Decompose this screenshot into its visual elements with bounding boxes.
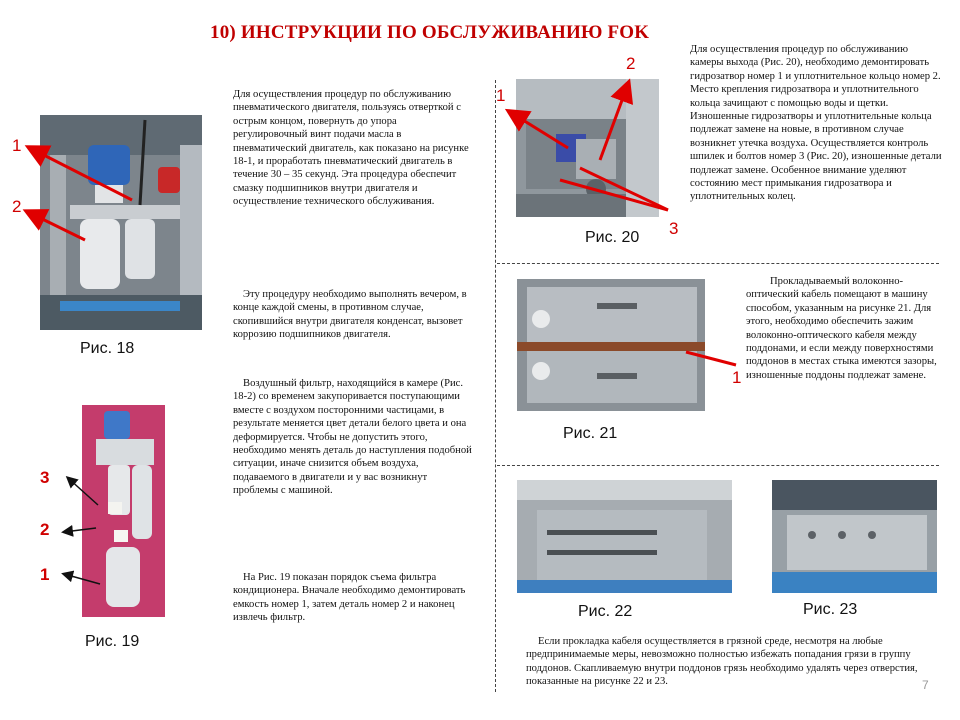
fig19-photo (82, 405, 165, 617)
text-paragraph-1: Для осуществления процедур по обслуживанию пневматического двигателя, пользуясь отверткой с острым концом, повернуть до упора регулировочный винт подачи масла в пневматический двигатель, как показано на рисунке 18-1, и проработать пневматический двигатель в течение 30 – 35 секунд. Эта процедура обеспечит смазку подшипников внутри двигателя и осуществление технического обслуживания. (233, 89, 469, 208)
fig20-caption: Рис. 20 (585, 229, 640, 246)
text-paragraph-7: Если прокладка кабеля осуществляется в грязной среде, несмотря на любые предпринимаемые меры, невозможно полностью избежать попадания грязи в группу поддонов. Скапливаемую внутри поддонов грязь необходимо удалять через отверстия, показанные на рисунке 22 и 23. (526, 636, 918, 688)
fig21-caption: Рис. 21 (563, 425, 618, 442)
fig19-callout-1: 1 (40, 565, 50, 584)
text-paragraph-6: Прокладываемый волоконно-оптический кабель помещают в машину способом, указанным на рисунке 21. Для этого, необходимо обеспечить зажим волоконно-оптического кабеля между поддонами, и если между поверхностями поддонов в местах стыка имеются зазоры, изношенные поддоны подлежат замене. (746, 276, 937, 381)
fig20-callout-1: 1 (496, 86, 506, 105)
page-number: 7 (922, 678, 929, 692)
fig18-caption: Рис. 18 (80, 340, 135, 357)
fig21-photo (517, 279, 705, 411)
text-paragraph-3: Воздушный фильтр, находящийся в камере (Рис. 18-2) со временем закупоривается поступающими вместе с воздухом посторонними частицами, в результате меняется цвет детали белого цвета и она деформируется. Чтобы не допустить этого, необходимо менять деталь до наступления подобной ситуации, иначе снизится объем воздуха, подаваемого в двигатели и у вас возникнут проблемы с машиной. (233, 378, 472, 497)
fig19-caption: Рис. 19 (85, 633, 140, 650)
text-paragraph-2: Эту процедуру необходимо выполнять вечером, в конце каждой смены, в противном случае, скопившийся внутри двигателя конденсат, вызовет коррозию подшипников двигателя. (233, 289, 467, 341)
fig21-callout-1: 1 (732, 368, 742, 387)
fig23-photo (772, 480, 937, 593)
page-title: 10) ИНСТРУКЦИИ ПО ОБСЛУЖИВАНИЮ FOK (210, 22, 650, 43)
fig20-callout-2: 2 (626, 54, 636, 73)
fig23-caption: Рис. 23 (803, 601, 858, 618)
fig18-callout-1: 1 (12, 136, 22, 155)
fig18-callout-2: 2 (12, 197, 22, 216)
text-paragraph-5: Для осуществления процедур по обслуживанию камеры выхода (Рис. 20), необходимо демонтировать гидрозатвор номер 1 и уплотнительное кольцо номер 2. Место крепления гидрозатвора и уплотнительного кольца зачищают с помощью воды и щетки. Изношенные гидрозатворы и уплотнительные кольца подлежат замене на новые, в противном случае возникнет утечка воздуха. Осуществляется контроль шпилек и болтов номер 3 (Рис. 20), изношенные детали подлежат замене. Особенное внимание уделяют состоянию мест примыкания гидрозатвора и уплотнительных колец. (690, 44, 942, 203)
fig22-photo (517, 480, 732, 593)
text-paragraph-4: На Рис. 19 показан порядок съема фильтра кондиционера. Вначале необходимо демонтировать емкость номер 1, затем деталь номер 2 и наконец извлечь фильтр. (233, 572, 466, 624)
fig19-callout-2: 2 (40, 520, 50, 539)
fig18-photo (40, 115, 202, 330)
column-divider (495, 80, 496, 692)
fig19-callout-3: 3 (40, 468, 50, 487)
fig20-callout-3: 3 (669, 219, 679, 238)
section-divider-2 (497, 465, 939, 466)
fig20-photo (516, 79, 659, 217)
fig22-caption: Рис. 22 (578, 603, 633, 620)
